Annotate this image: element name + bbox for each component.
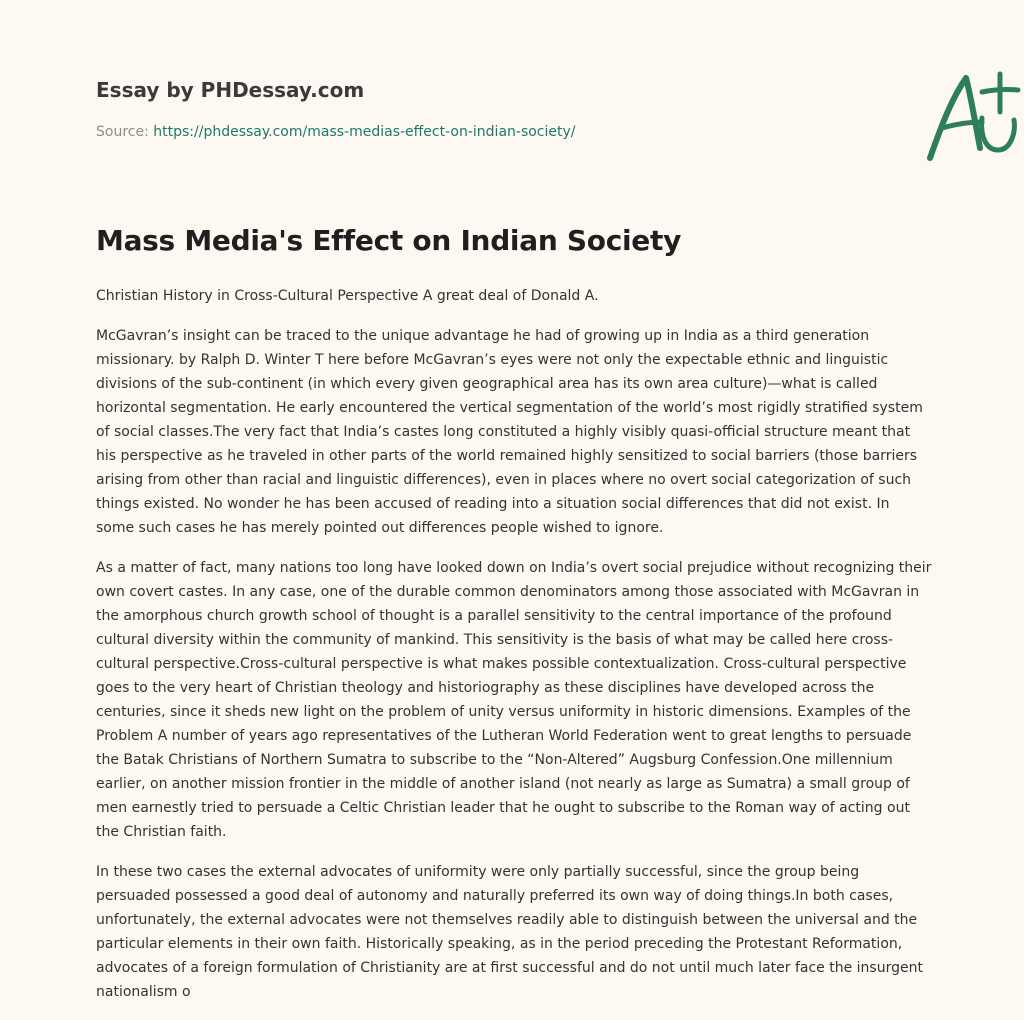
paragraph: McGavran’s insight can be traced to the unique advantage he had of growing up in India as a third generation missionary. by Ralph D. Winter T here before McGavran’s eyes were not only the expectable ethnic and linguistic divisions of the sub-continent (in which every given geographical area has its own area culture)—what is called horizontal segmentation. He early encountered the vertical segmentation of the world’s most rigidly stratified system of social classes.The very fact that India’s castes long constituted a highly visibly quasi-official structure meant that his perspective as he traveled in other parts of the world remained highly sensitized to social barriers (those barriers arising from other than racial and linguistic differences), even in places where no overt social categorization of such things existed. No wonder he has been accused of reading into a situation social differences that did not exist. In some such cases he has merely pointed out differences people wished to ignore. [96,328,923,536]
paragraph: Christian History in Cross-Cultural Perspective A great deal of Donald A. [96,288,599,304]
article-body [96,284,932,1020]
article-title: Mass Media's Effect on Indian Society [96,224,682,257]
paragraph: In these two cases the external advocates of uniformity were only partially successful, since the group being persuaded possessed a good deal of autonomy and naturally preferred its own way of doing things.In both cases, unfortunately, the external advocates were not themselves readily able to distinguish between the universal and the particular elements in their own faith. Historically speaking, as in the period preceding the Protestant Reformation, advocates of a foreign formulation of Christianity are at first successful and do not until much later face the insurgent nationalism o [96,864,923,1000]
paragraph: As a matter of fact, many nations too long have looked down on India’s overt social prejudice without recognizing their own covert castes. In any case, one of the durable common denominators among those associated with McGavran in the amorphous church growth school of thought is a parallel sensitivity to the central importance of the profound cultural diversity within the community of mankind. This sensitivity is the basis of what may be called here cross-cultural perspective.Cross-cultural perspective is what makes possible contextualization. Cross-cultural perspective goes to the very heart of Christian theology and historiography as these disciplines have developed across the centuries, since it sheds new light on the problem of unity versus uniformity in historic dimensions. Examples of the Problem A number of years ago representatives of the Lutheran World Federation went to great lengths to persuade the Batak Christians of Northern Sumatra to subscribe to the “Non-Altered” Augsburg Confession.One millennium earlier, on another mission frontier in the middle of another island (not nearly as large as Sumatra) a small group of men earnestly tried to persuade a Celtic Christian leader that he ought to subscribe to the Roman way of acting out the Christian faith. [96,560,932,840]
source-line [96,124,576,140]
source-link[interactable]: https://phdessay.com/mass-medias-effect-on-indian-society/ [153,124,576,140]
brand-title: Essay by PHDessay.com [96,78,365,102]
source-label: Source: [96,124,149,140]
a-plus-logo-icon [916,62,1024,172]
